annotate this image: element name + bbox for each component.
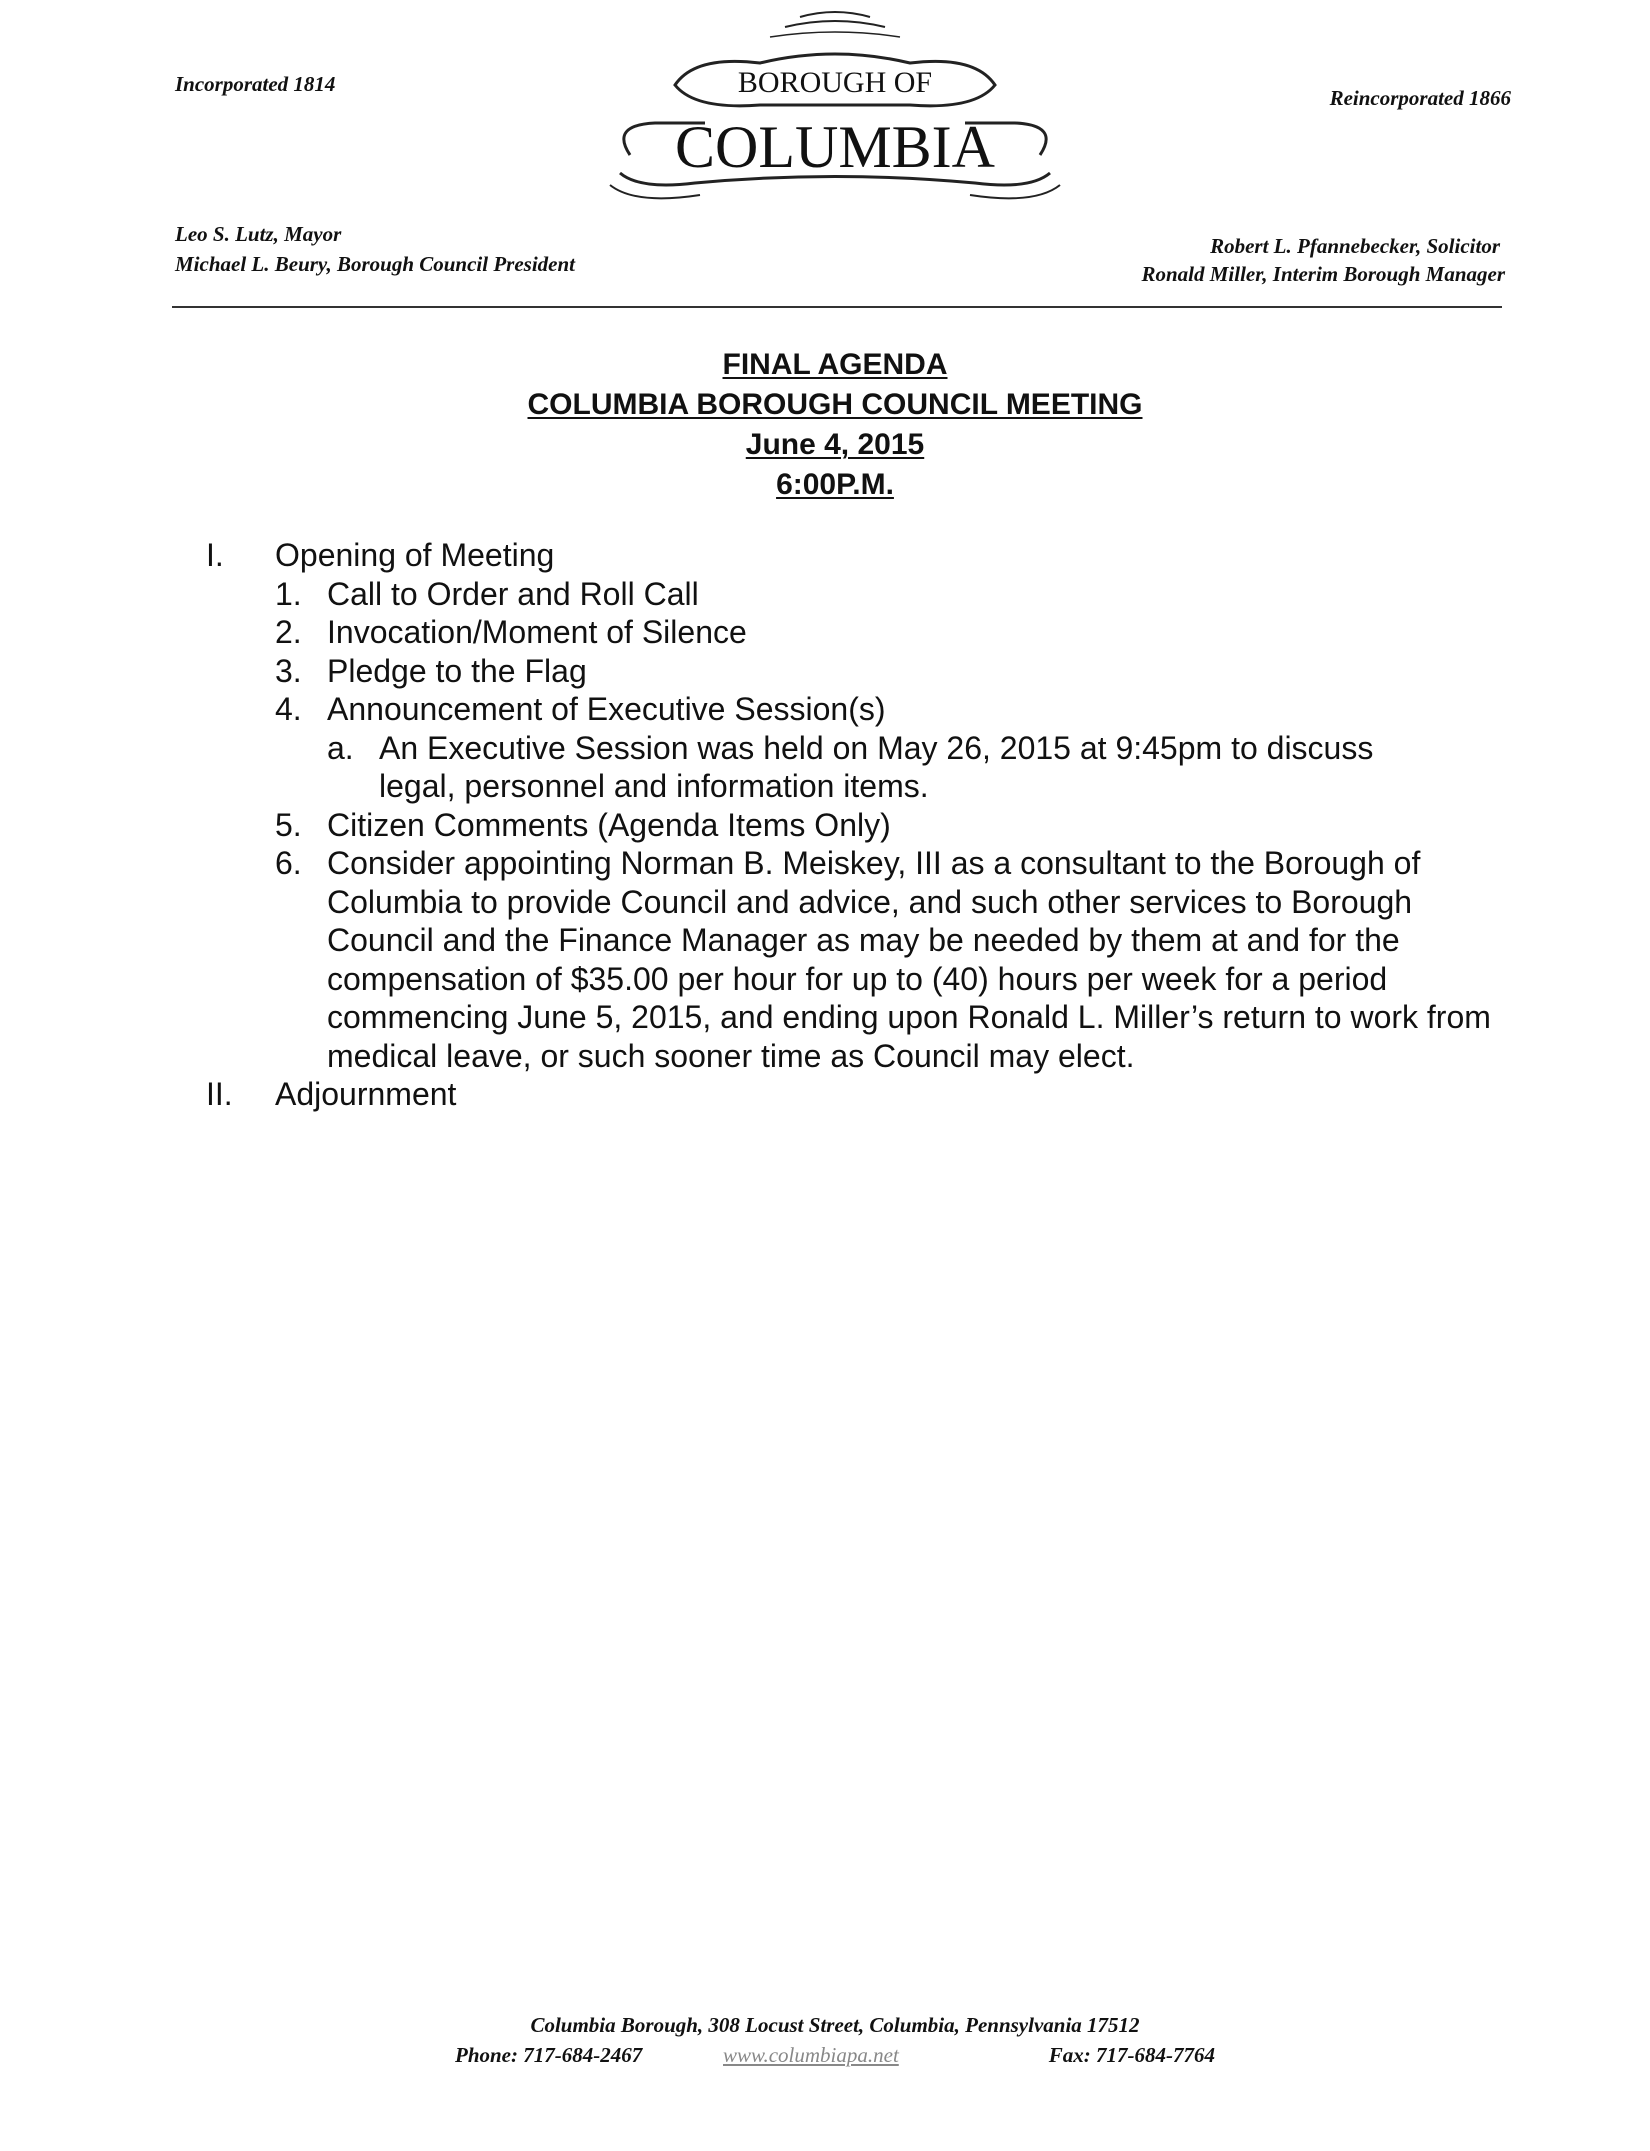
item-number: 2. (275, 614, 302, 650)
subitem-letter: a. (327, 729, 354, 766)
item-number: 4. (275, 691, 302, 727)
borough-logo (600, 5, 1070, 205)
section-2 (190, 1075, 1500, 1114)
item-number: 5. (275, 806, 302, 843)
item-text: Consider appointing Norman B. Meiskey, III as a consultant to the Borough of Columbia to provide Council and advice, and such other services to Borough Council and the Finance Manager as may be needed by them at and for the compensation of $35.00 per hour for up to (40) hours per week for a period commencing June 5, 2015, and ending upon Ronald L. Miller’s return to work from medical leave, or such sooner time as Council may elect. (327, 845, 1491, 1074)
agenda-list (190, 536, 1500, 1114)
section-1 (190, 536, 1500, 575)
logo-top-text: BOROUGH OF (737, 66, 933, 99)
item-text: Citizen Comments (Agenda Items Only) (327, 806, 891, 843)
council-president-text: Michael L. Beury, Borough Council President (175, 252, 576, 276)
section-numeral: I. (206, 537, 224, 573)
item-number: 1. (275, 575, 302, 612)
meeting-time: 6:00P.M. (776, 468, 894, 501)
solicitor-text: Robert L. Pfannebecker, Solicitor (1210, 234, 1500, 258)
title-line-1: FINAL AGENDA (722, 348, 948, 381)
agenda-item-1 (275, 575, 1500, 614)
agenda-item-4 (275, 690, 1500, 729)
footer (0, 2010, 1650, 2070)
item-number: 3. (275, 652, 302, 689)
agenda-title-block (0, 345, 1650, 505)
footer-address: Columbia Borough, 308 Locust Street, Columbia, Pennsylvania 17512 (530, 2013, 1140, 2037)
subitem-text: An Executive Session was held on May 26, 2015 at 9:45pm to discuss legal, personnel and information items. (379, 729, 1374, 804)
reincorporated-text: Reincorporated 1866 (1329, 86, 1511, 110)
footer-fax: Fax: 717-684-7764 (1048, 2043, 1215, 2067)
item-text: Announcement of Executive Session(s) (327, 691, 886, 727)
item-text: Invocation/Moment of Silence (327, 614, 747, 650)
meeting-date: June 4, 2015 (745, 428, 925, 461)
agenda-subitem-4a (327, 729, 1500, 806)
logo-main-text: COLUMBIA (674, 114, 996, 180)
manager-text: Ronald Miller, Interim Borough Manager (1141, 262, 1505, 286)
agenda-item-6 (275, 844, 1500, 1075)
title-line-2: COLUMBIA BOROUGH COUNCIL MEETING (527, 388, 1143, 421)
agenda-item-2 (275, 613, 1500, 652)
footer-website-link[interactable]: www.columbiapa.net (723, 2043, 899, 2067)
section-title: Opening of Meeting (275, 537, 555, 573)
incorporated-text: Incorporated 1814 (175, 72, 336, 96)
item-text: Pledge to the Flag (327, 652, 587, 689)
item-number: 6. (275, 845, 302, 881)
section-numeral: II. (206, 1076, 233, 1112)
agenda-item-5 (275, 806, 1500, 845)
mayor-text: Leo S. Lutz, Mayor (175, 222, 342, 246)
footer-phone: Phone: 717-684-2467 (455, 2043, 643, 2067)
item-text: Call to Order and Roll Call (327, 575, 699, 612)
section-title: Adjournment (275, 1076, 457, 1112)
agenda-item-3 (275, 652, 1500, 691)
header-divider (172, 306, 1502, 308)
